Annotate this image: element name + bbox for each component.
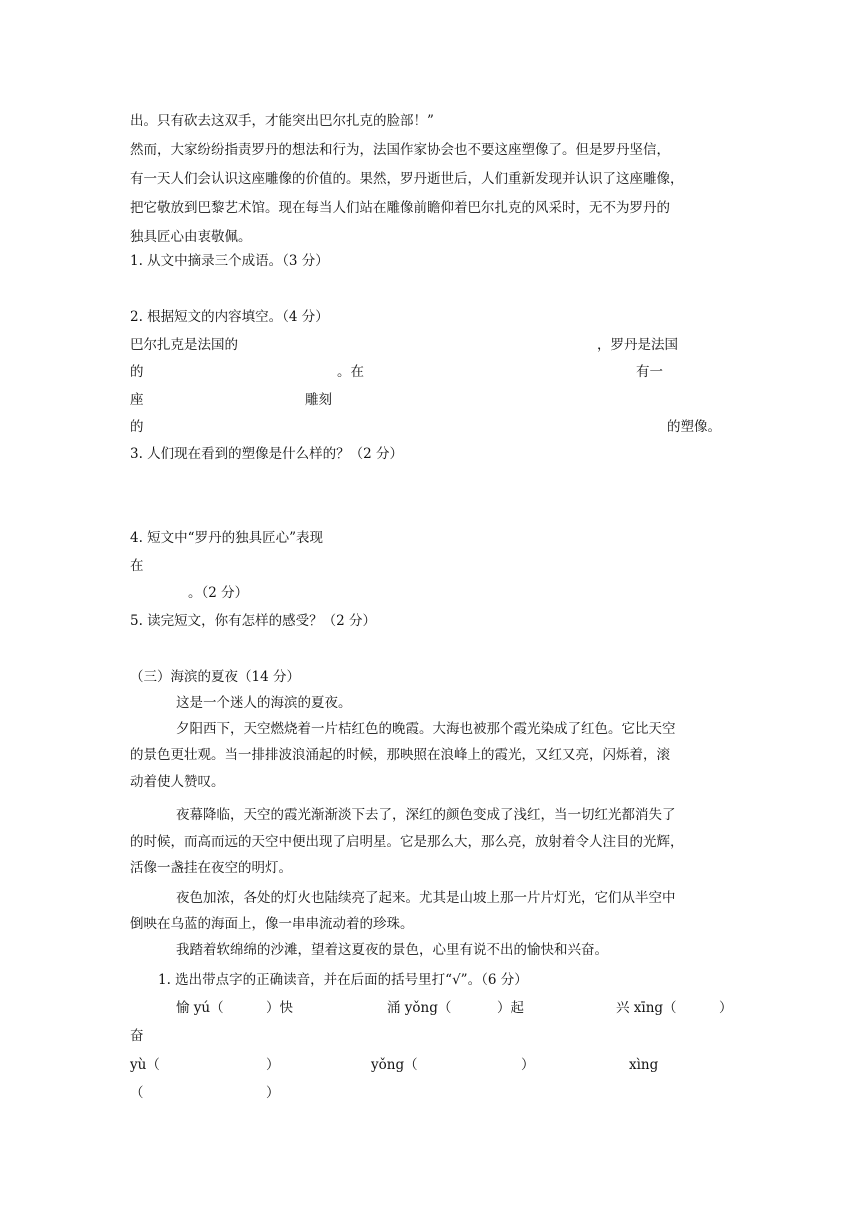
- question-2-text: 座: [130, 392, 144, 408]
- pinyin-option: 兴 xīng（: [616, 1000, 677, 1016]
- pinyin-option: ）: [266, 1057, 280, 1073]
- pinyin-option: yǒng（: [371, 1057, 418, 1073]
- question-2-text: 巴尔扎克是法国的: [130, 337, 238, 353]
- pinyin-option: ）: [719, 1000, 733, 1016]
- paragraph-4: 夜色加浓，各处的灯火也陆续亮了起来。尤其是山坡上那一片片灯光，它们从半空中: [176, 890, 676, 906]
- question-2-title: 2. 根据短文的内容填空。（4 分）: [130, 309, 329, 325]
- pinyin-option: ）: [521, 1057, 535, 1073]
- pinyin-option: （: [130, 1085, 144, 1101]
- passage-line-3: 有一天人们会认识这座雕像的价值的。果然，罗丹逝世后，人们重新发现并认识了这座雕像，: [130, 171, 684, 187]
- passage-line-1: 出。只有砍去这双手，才能突出巴尔扎克的脸部！”: [130, 113, 434, 129]
- paragraph-3: 的时候，而高而远的天空中便出现了启明星。它是那么大，那么亮，放射着令人注目的光辉，: [130, 834, 684, 850]
- section-question-1: 1. 选出带点字的正确读音，并在后面的括号里打“√”。（6 分）: [158, 972, 528, 988]
- paragraph-2: 夕阳西下，天空燃烧着一片桔红色的晚霞。大海也被那个霞光染成了红色。它比天空: [176, 721, 676, 737]
- passage-line-5: 独具匠心由衷敬佩。: [130, 229, 252, 245]
- question-2-text: 。在: [337, 364, 364, 380]
- paragraph-2: 的景色更壮观。当一排排波浪涌起的时候，那映照在浪峰上的霞光，又红又亮，闪烁着，滚: [130, 747, 670, 763]
- paragraph-2: 动着使人赞叹。: [130, 774, 225, 790]
- question-4-text: 在: [130, 558, 144, 574]
- paragraph-3: 夜幕降临，天空的霞光渐渐淡下去了，深红的颜色变成了浅红，当一切红光都消失了: [176, 807, 676, 823]
- passage-line-2: 然而，大家纷纷指责罗丹的想法和行为，法国作家协会也不要这座塑像了。但是罗丹坚信，: [130, 142, 670, 158]
- pinyin-option: 涌 yǒng（: [387, 1000, 452, 1016]
- paragraph-1: 这是一个迷人的海滨的夏夜。: [176, 695, 352, 711]
- pinyin-option: ）: [266, 1085, 280, 1101]
- question-2-text: ，罗丹是法国: [597, 337, 678, 353]
- pinyin-option: 奋: [130, 1028, 144, 1044]
- passage-line-4: 把它敬放到巴黎艺术馆。现在每当人们站在雕像前瞻仰着巴尔扎克的风采时，无不为罗丹的: [130, 200, 670, 216]
- question-1: 1. 从文中摘录三个成语。（3 分）: [130, 253, 329, 269]
- question-2-text: 的: [130, 364, 144, 380]
- question-3: 3. 人们现在看到的塑像是什么样的？（2 分）: [130, 446, 404, 462]
- section-title: （三）海滨的夏夜（14 分）: [130, 669, 300, 685]
- paragraph-3: 活像一盏挂在夜空的明灯。: [130, 860, 292, 876]
- question-2-text: 有一: [636, 364, 663, 380]
- question-4: 4. 短文中“罗丹的独具匠心”表现: [130, 530, 323, 546]
- pinyin-option: ）快: [266, 1000, 293, 1016]
- pinyin-option: xìng: [629, 1057, 659, 1073]
- question-2-text: 雕刻: [305, 392, 332, 408]
- pinyin-option: ）起: [497, 1000, 524, 1016]
- question-4-score: 。（2 分）: [188, 585, 249, 601]
- question-2-text: 的塑像。: [667, 419, 721, 435]
- question-2-text: 的: [130, 419, 144, 435]
- paragraph-5: 我踏着软绵绵的沙滩，望着这夏夜的景色，心里有说不出的愉快和兴奋。: [176, 942, 608, 958]
- paragraph-4: 倒映在乌蓝的海面上，像一串串流动着的珍珠。: [130, 916, 414, 932]
- pinyin-option: yù（: [130, 1057, 160, 1073]
- question-5: 5. 读完短文，你有怎样的感受？（2 分）: [130, 613, 377, 629]
- pinyin-option: 愉 yú（: [176, 1000, 224, 1016]
